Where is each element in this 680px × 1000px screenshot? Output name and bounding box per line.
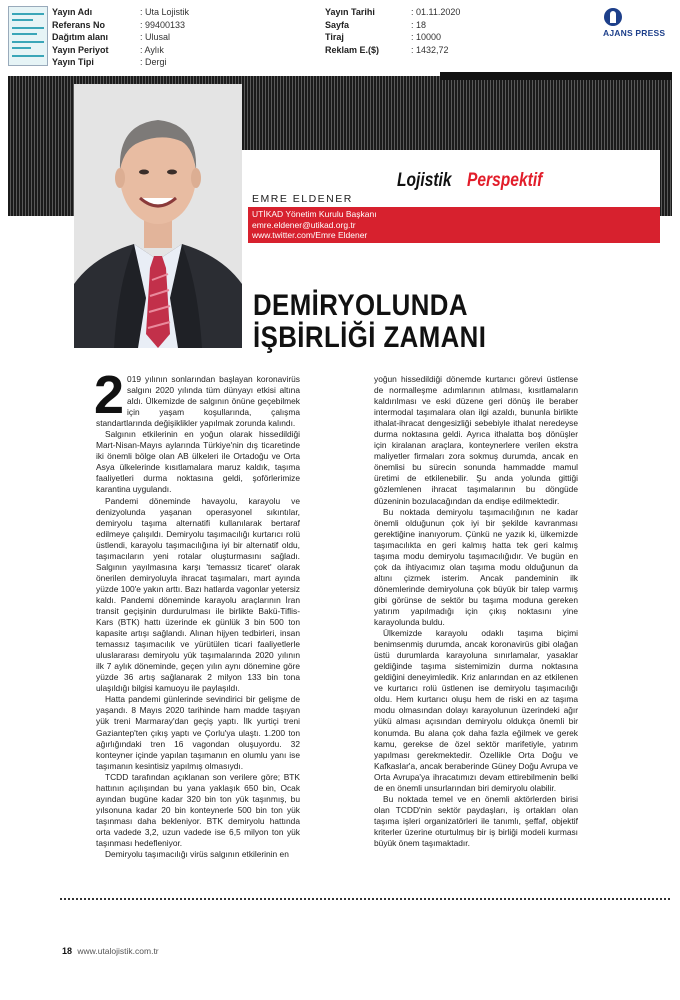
agency-name: AJANS PRESS bbox=[603, 28, 666, 38]
column-logo-word-2: Perspektif bbox=[467, 170, 543, 191]
meta-row: Sayfa : 18 bbox=[325, 19, 427, 30]
clipping-thumbnail bbox=[8, 6, 48, 66]
author-email: emre.eldener@utikad.org.tr bbox=[252, 219, 356, 230]
author-portrait-icon bbox=[74, 84, 242, 348]
article-paragraph: Ülkemizde karayolu odaklı taşıma biçimi benimsenmiş durumda, ancak koronavirüs gibi olağan üstü durumlarda karayoluna sınırlamalar, yasaklar geldiğinde taşıma sistemimizin durma noktasına geldiğini deneyimledik. Kriz anlarından en az etkilenen ve kurtarıcı rolü üstlenen ise demiryolu taşımacılığı oldu. Hem kurtarıcı oluşu hem de riski en az taşıma modu olmasından dolayı karayolunun üzerindeki ağır yükü alması açısından demiryolu oldukça önemli bir konumda. Bu alana çok daha fazla eğilmek ve gerek kamu, gerekse de özel sektör marifetiyle, yatırım yapılması gerekmektedir. Özellikle Orta Doğu ve Kafkaslar'a, ancak beraberinde Güney Doğu Avrupa ve Orta Avrupa'ya ihracatımızı devam ettirebilmenin belki de en önemli unsurlarından biri demiryolu olabilir. bbox=[374, 628, 578, 793]
article-paragraph: Demiryolu taşımacılığı virüs salgının etkilerinin en bbox=[105, 849, 289, 860]
headline-line-2: İŞBİRLİĞİ ZAMANI bbox=[253, 321, 487, 354]
meta-row: Yayın Periyot : Aylık bbox=[52, 44, 164, 55]
article-headline bbox=[253, 290, 663, 354]
article-paragraph: Pandemi döneminde havayolu, karayolu ve denizyolunda yaşanan operasyonel sıkıntılar, demiryolu taşıma alternatifi kullanılarak bertaraf edilmeye çalışıldı. Demiryolu taşımacılığı kurtarıcı rolü üstlendi, karayolu taşımacılığına iyi bir alternatif oldu, taşımacıların yeni rotalar oluşturmasını sağladı. Salgının yayılmasına karşı 'temassız ticaret' olarak önerilen demiryoluyla ihracat taşımaları, mart ayında yüzde 100'e yakın arttı. Bazı hatlarda vagonlar yetersiz kaldı. Pandemi döneminde karayolu araçlarının İran transit geçişinin durdurulması ile birlikte Bakü-Tiflis-Kars (BTK) hattı üzerinde ek günlük 3 bin 500 ton kapasite artışı sağlandı. Alınan hijyen tedbirleri, insan temassız taşımacılık ve yürütülen ticari faaliyetlerle uluslararası demiryolu yük taşımalarında 2020 yılının ilk 7 aylık döneminde, geçen yılın aynı dönemine göre yüzde 36 artış sağlanarak 2 milyon 133 bin tona ulaşıldığı bilgisi kamuoyu ile paylaşıldı. bbox=[96, 495, 300, 694]
meta-row: Yayın Tipi : Dergi bbox=[52, 57, 167, 67]
page-footer bbox=[62, 946, 159, 956]
author-name: EMRE ELDENER bbox=[252, 193, 353, 205]
article-paragraph: Bu noktada demiryolu taşımacılığının ne kadar önemli olduğunun çok iyi bir şekilde kavranması gerektiğine inanıyorum. Çünkü ne yazık ki, ülkemizde taşımacılıkta en geri kalmış hatta tek geri kalmış taşıma modu demiryolu taşımacılığıdır. Ve bugün en çok da ihtiyacımız olan taşıma modu olduğunun da altını çizmek isterim. Ancak pandeminin ilk dönemlerinde demiryoluna çok büyük bir talep varmış gibi görünse de sektör bu taşıma moduna gereken yatırım yapılmadığı için çıkış noktasını yine karayolunda buldu. bbox=[374, 506, 578, 628]
clipping-meta-left bbox=[52, 6, 189, 69]
meta-row: Tiraj : 10000 bbox=[325, 32, 442, 42]
agency-block bbox=[603, 8, 673, 38]
meta-row: Reklam E.($) : 1432,72 bbox=[325, 44, 449, 55]
agency-logo-icon bbox=[604, 8, 622, 26]
author-info-box bbox=[248, 207, 660, 243]
article-paragraph: Salgının etkilerinin en yoğun olarak hissedildiği Mart-Nisan-Mayıs aylarında Türkiye'nin dış ticaretinde iki önemli bölge olan AB ülkeleri ile Ortadoğu ve Orta Asya ülkelerinde kısıtlamalara maruz kaldık, taşıma faaliyetleri durma noktasına geldi, şoförlerimize karantina uygulandı. bbox=[96, 429, 300, 495]
article-paragraph: TCDD tarafından açıklanan son verilere göre; BTK hattının açılışından bu yana yaklaşık 650 bin, Ocak ayından bugüne kadar 320 bin ton yük taşınmış, bu yılsonuna kadar 20 bin konteynerle 500 bin ton yük taşınması daha bekleniyor. BTK demiryolu hattında orta vadede 3,2, uzun vadede ise 6,5 milyon ton yük taşınması hedefleniyor. bbox=[96, 771, 300, 848]
drop-cap: 2 bbox=[94, 365, 125, 425]
article-paragraph: yoğun hissedildiği dönemde kurtarıcı görevi üstlense de normalleşme adımlarının atılması, kısıtlamaların kaldırılması ve eski düzene geri dönüş ile beraber intermodal taşımalara olan ilgi azaldı, bununla birlikte ithalat-ihracat dengesizliği sebebiyle ithalat neredeyse durma noktasına geldi. Ayrıca ithalatta boş dönüşler için kiralanan araçlara, konteynerlere verilen ekstra maliyetler firmaları zora sokmuş durumda, ancak en önemlisi bu sürecin sonunda hammadde mamul üretimi de etkilenebilir. Şu anda yolunda gittiği gözlemlenen ihracat taşımalarının bu döngüde düzeninin bozulacağından da endişe edilmektedir. bbox=[374, 374, 578, 506]
article-column-right bbox=[374, 374, 578, 849]
footer-website: www.utalojistik.com.tr bbox=[77, 946, 159, 956]
header-band-notch bbox=[440, 72, 672, 80]
dotted-divider bbox=[60, 898, 670, 900]
article-paragraph: 2 019 yılının sonlarından başlayan koronavirüs salgını 2020 yılında tüm dünyayı etkisi altına aldı. Ülkemizde de salgının önüne geçebilmek için yaşam koşullarında, çalışma standartlarında değişiklikler yapılmak zorunda kalındı. bbox=[94, 365, 300, 429]
article-paragraph: Hatta pandemi günlerinde sevindirici bir gelişme de yaşandı. 8 Mayıs 2020 tarihinde ham madde taşıyan yük treni Marmaray'dan geçiş yaptı. İlk yurtiçi treni Gaziantep'ten çıkış yaptı ve Çorlu'ya ulaştı. 1.200 ton ağırlığındaki tren 16 vagondan oluşuyordu. 32 konteyner içinde yapılan taşımanın en olumlu yanı ise taşımanın kesintisiz yapılmış olmasıydı. bbox=[96, 694, 300, 771]
clipping-header bbox=[0, 0, 680, 70]
author-title: UTİKAD Yönetim Kurulu Başkanı bbox=[252, 209, 377, 219]
meta-row: Yayın Adı : Uta Lojistik bbox=[52, 7, 190, 17]
headline-line-1: DEMİRYOLUNDA bbox=[253, 289, 468, 322]
column-logo bbox=[397, 170, 559, 192]
article-column-left bbox=[94, 365, 300, 860]
article-paragraph: Bu noktada temel ve en önemli aktörlerden birisi olan TCDD'nin sektör paydaşları, iş ortakları olan taşıma işleri organizatörleri ile tanımlı, şeffaf, objektif kriterler üzerine oturtulmuş bir iş birliği modeli kurması büyük önem taşımaktadır. bbox=[374, 793, 578, 848]
meta-row: Yayın Tarihi : 01.11.2020 bbox=[325, 7, 461, 17]
author-photo bbox=[74, 84, 242, 348]
page-number: 18 bbox=[62, 946, 73, 956]
column-logo-word-1: Lojistik bbox=[397, 170, 452, 191]
meta-row: Dağıtım alanı : Ulusal bbox=[52, 32, 171, 42]
meta-row: Referans No : 99400133 bbox=[52, 19, 186, 30]
author-twitter: www.twitter.com/Emre Eldener bbox=[252, 230, 368, 240]
clipping-meta-right bbox=[325, 6, 460, 56]
